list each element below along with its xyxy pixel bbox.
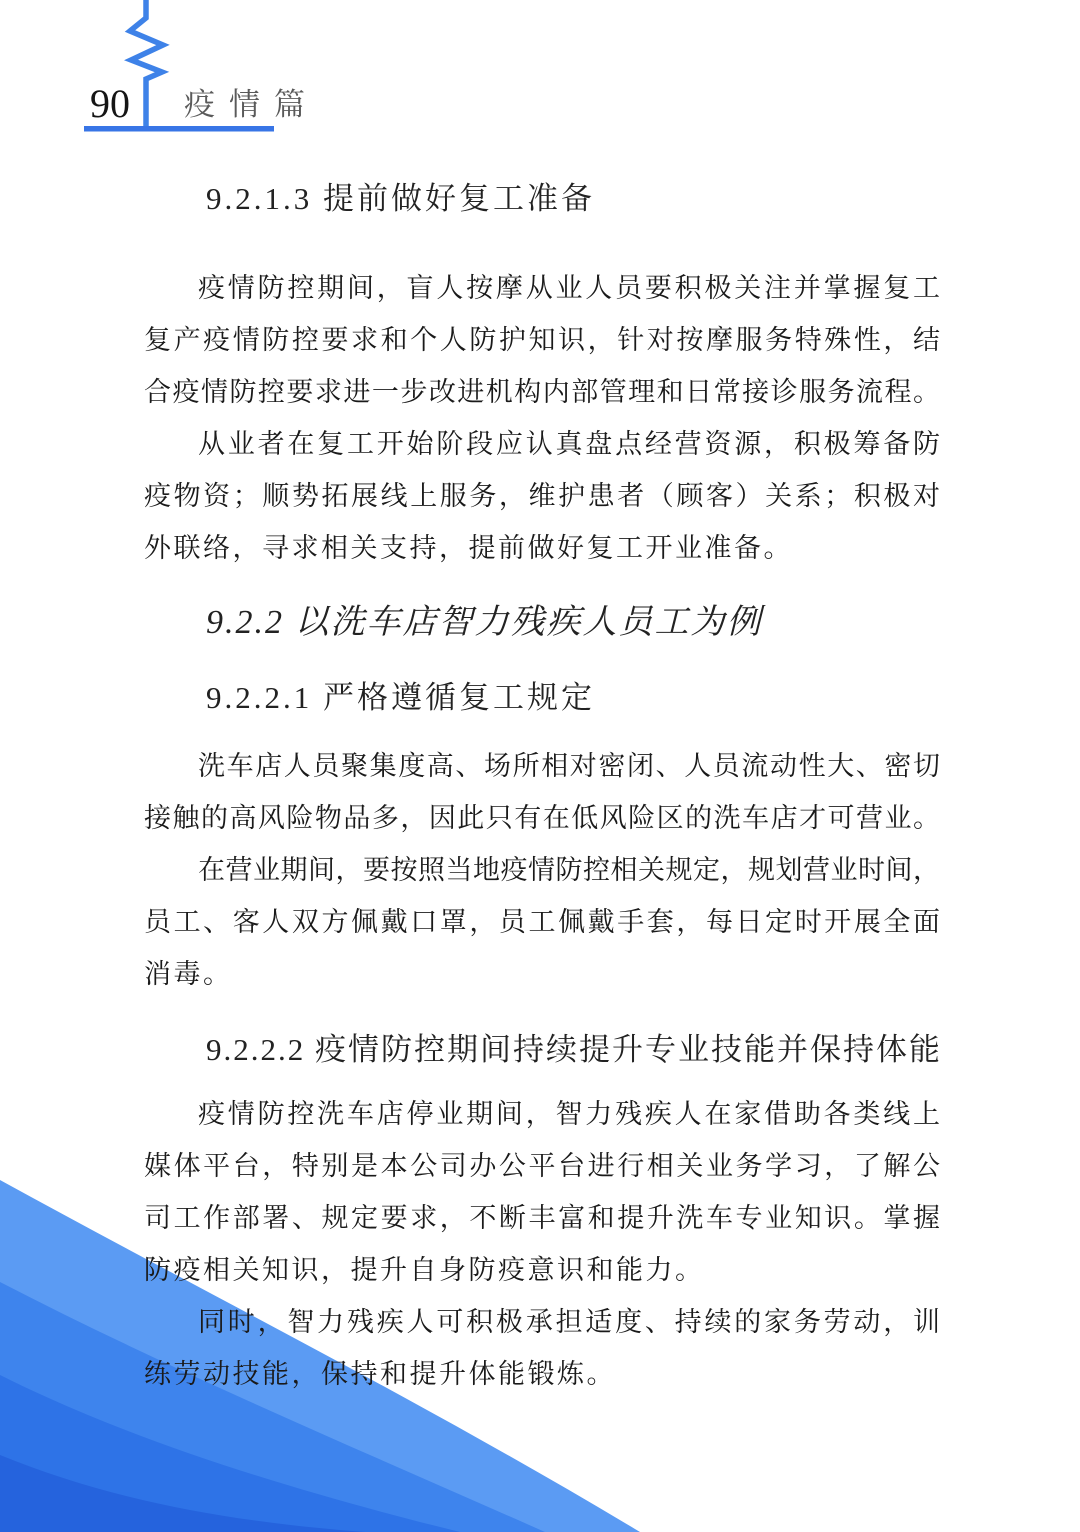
text-line: 外联络，寻求相关支持，提前做好复工开业准备。 xyxy=(144,533,793,563)
section-heading-9.2.2.2: 9.2.2.2 疫情防控期间持续提升专业技能并保持体能 xyxy=(206,1032,942,1067)
text-line: 从业者在复工开始阶段应认真盘点经营资源，积极筹备防 xyxy=(198,429,940,459)
text-line: 在营业期间，要按照当地疫情防控相关规定，规划营业时间， xyxy=(198,855,940,885)
text-line: 疫物资；顺势拓展线上服务，维护患者（顾客）关系；积极对 xyxy=(144,481,940,511)
header-rule xyxy=(84,126,274,132)
text-line: 司工作部署、规定要求，不断丰富和提升洗车专业知识。掌握 xyxy=(144,1203,940,1233)
paragraph xyxy=(144,418,940,574)
text-line: 练劳动技能，保持和提升体能锻炼。 xyxy=(144,1359,616,1389)
text-line: 复产疫情防控要求和个人防护知识，针对按摩服务特殊性，结 xyxy=(144,325,940,355)
text-line: 消毒。 xyxy=(144,959,233,989)
document-body xyxy=(144,170,940,1400)
section-heading-9.2.1.3: 9.2.1.3 提前做好复工准备 xyxy=(206,181,595,216)
text-line: 员工、客人双方佩戴口罩，员工佩戴手套，每日定时开展全面 xyxy=(144,907,940,937)
paragraph xyxy=(144,844,940,1000)
text-line: 疫情防控洗车店停业期间，智力残疾人在家借助各类线上 xyxy=(198,1099,940,1129)
text-line: 同时，智力残疾人可积极承担适度、持续的家务劳动，训 xyxy=(198,1307,940,1337)
paragraph xyxy=(144,740,940,844)
section-heading-9.2.2: 9.2.2 以洗车店智力残疾人员工为例 xyxy=(206,604,763,641)
text-line: 媒体平台，特别是本公司办公平台进行相关业务学习，了解公 xyxy=(144,1151,940,1181)
page-number: 90 xyxy=(90,81,130,126)
zigzag-line-icon xyxy=(130,0,163,131)
paragraph xyxy=(144,1296,940,1400)
text-line: 接触的高风险物品多，因此只有在低风险区的洗车店才可营业。 xyxy=(144,803,940,833)
paragraph xyxy=(144,262,940,418)
text-line: 防疫相关知识，提升自身防疫意识和能力。 xyxy=(144,1255,705,1285)
section-heading-9.2.2.1: 9.2.2.1 严格遵循复工规定 xyxy=(206,680,595,715)
text-line: 洗车店人员聚集度高、场所相对密闭、人员流动性大、密切 xyxy=(198,751,940,781)
chapter-title: 疫情篇 xyxy=(184,87,319,122)
paragraph xyxy=(144,1088,940,1296)
text-line: 疫情防控期间，盲人按摩从业人员要积极关注并掌握复工 xyxy=(198,273,940,303)
text-line: 合疫情防控要求进一步改进机构内部管理和日常接诊服务流程。 xyxy=(144,377,940,407)
